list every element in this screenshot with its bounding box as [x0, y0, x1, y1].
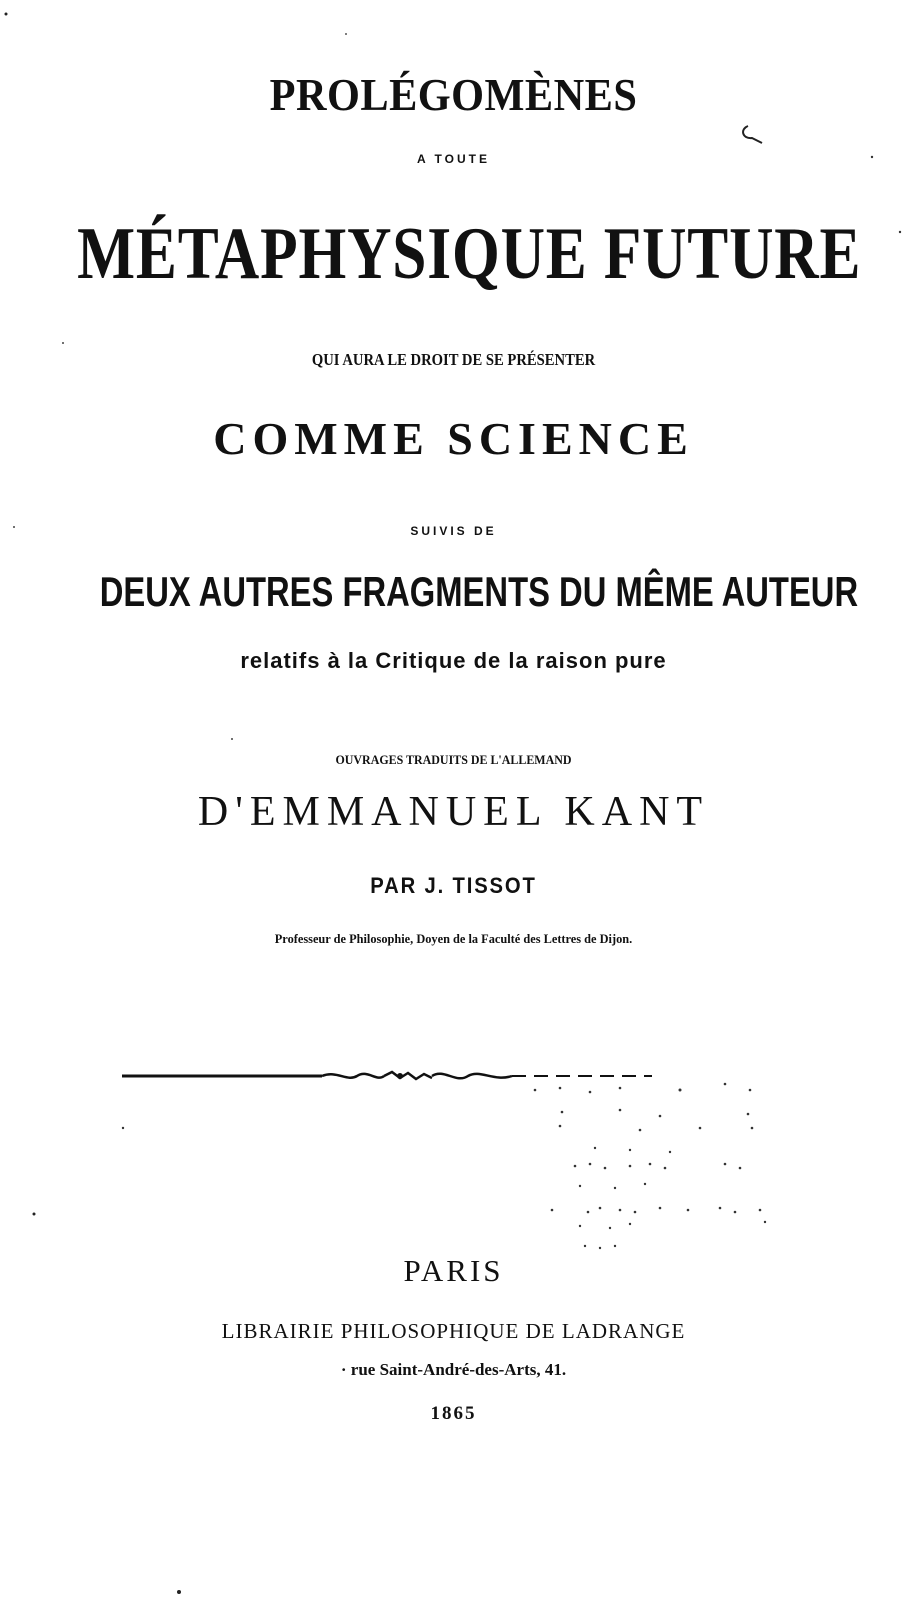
imprint-publisher: LIBRAIRIE PHILOSOPHIQUE DE LADRANGE — [221, 1319, 686, 1343]
ouvrages-traduits: OUVRAGES TRADUITS DE L'ALLEMAND — [335, 752, 572, 767]
title-metaphysique: MÉTAPHYSIQUE FUTURE — [77, 213, 862, 295]
relatifs-line: relatifs à la Critique de la raison pure — [240, 648, 667, 673]
title-a-toute: A TOUTE — [416, 152, 490, 166]
deux-autres-fragments: DEUX AUTRES FRAGMENTS DU MÊME AUTEUR — [99, 568, 859, 615]
translator-credentials: Professeur de Philosophie, Doyen de la Faculté des Lettres de Dijon. — [274, 931, 633, 946]
pencil-mark-icon — [738, 123, 768, 147]
imprint-address: · rue Saint-André-des-Arts, 41. — [340, 1360, 567, 1379]
translator-line: PAR J. TISSOT — [370, 873, 537, 898]
imprint-year: 1865 — [430, 1403, 477, 1424]
imprint-city: PARIS — [403, 1253, 504, 1288]
author-name: D'EMMANUEL KANT — [197, 789, 710, 835]
title-main: PROLÉGOMÈNES — [269, 69, 638, 120]
subtitle-comme-science: COMME SCIENCE — [213, 413, 694, 464]
suivis-de: SUIVIS DE — [410, 524, 497, 538]
subtitle-qui-aura: QUI AURA LE DROIT DE SE PRÉSENTER — [311, 350, 596, 369]
bleed-through-marks — [520, 1070, 780, 1270]
